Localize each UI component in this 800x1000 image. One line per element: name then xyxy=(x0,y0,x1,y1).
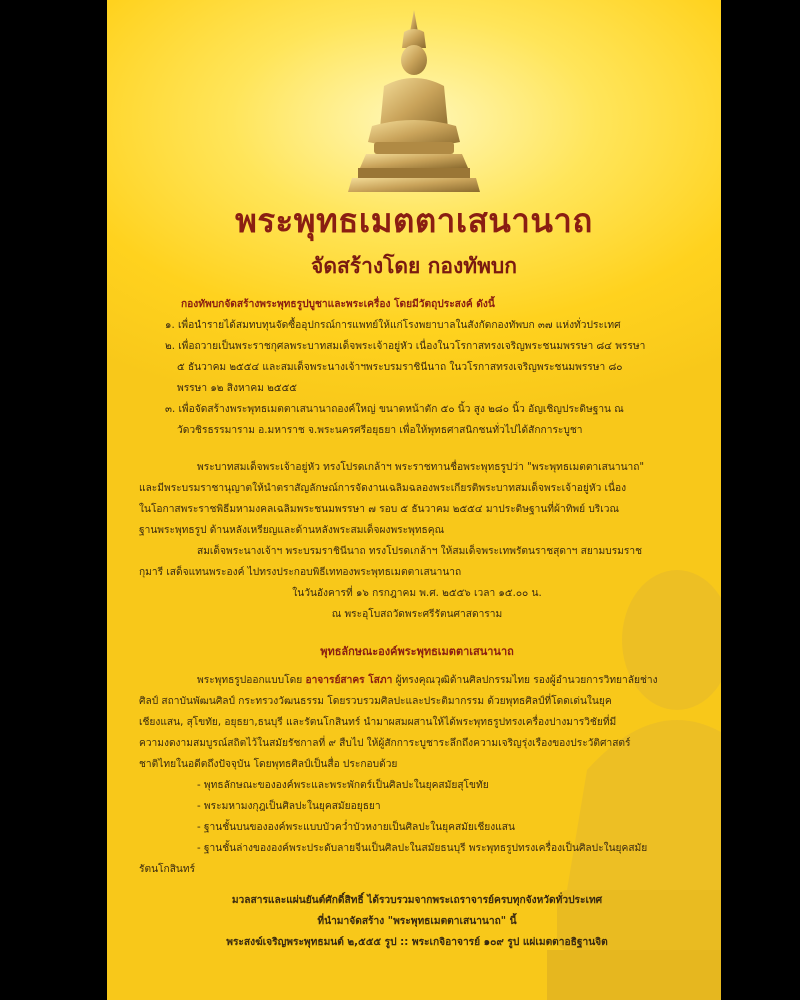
objective-line: ๕ ธันวาคม ๒๕๕๔ และสมเด็จพระนางเจ้าฯพระบรมราชินีนาถ ในวโรกาสทรงเจริญพระชนมพรรษา ๘๐ xyxy=(177,362,623,373)
objective-line: ๓. เพื่อจัดสร้างพระพุทธเมตตาเสนานาถองค์ใหญ่ ขนาดหน้าตัก ๕๐ นิ้ว สูง ๒๘๐ นิ้ว อัญเชิญประดิษฐาน ณ xyxy=(165,404,624,415)
paragraph-line: ในโอกาสพระราชพิธีมหามงคลเฉลิมพระชนมพรรษา ๗ รอบ ๕ ธันวาคม ๒๕๕๔ มาประดิษฐานที่ผ้าทิพย์ บริเวณ xyxy=(139,504,619,515)
page-subtitle: จัดสร้างโดย กองทัพบก xyxy=(311,254,517,278)
feature-item: รัตนโกสินทร์ xyxy=(139,864,196,875)
paragraph-line: ฐานพระพุทธรูป ด้านหลังเหรียญและด้านหลังพระสมเด็จผงพระพุทธคุณ xyxy=(139,525,445,536)
ceremony-venue: ณ พระอุโบสถวัดพระศรีรัตนศาสดาราม xyxy=(331,609,503,620)
feature-item: - พระมหามงกุฎเป็นศิลปะในยุคสมัยอยุธยา xyxy=(197,801,381,812)
closing-line: มวลสารและแผ่นยันต์ศักดิ์สิทธิ์ ได้รวบรวมจากพระเถราจารย์ครบทุกจังหวัดทั่วประเทศ xyxy=(231,895,603,906)
document-body xyxy=(139,294,695,953)
feature-item: - พุทธลักษณะขององค์พระและพระพักตร์เป็นศิลปะในยุคสมัยสุโขทัย xyxy=(197,780,489,791)
objective-line: ๑. เพื่อนำรายได้สมทบทุนจัดซื้ออุปกรณ์การแพทย์ให้แก่โรงพยาบาลในสังกัดกองทัพบก ๓๗ แห่งทั่วประเทศ xyxy=(165,320,621,331)
designer-line: พระพุทธรูปออกแบบโดย อาจารย์สาคร โสภา ผู้ทรงคุณวุฒิด้านศิลปกรรมไทย รองผู้อำนวยการวิทยาลัยช่าง xyxy=(197,675,658,686)
page-title: พระพุทธเมตตาเสนานาถ xyxy=(235,201,593,240)
buddha-statue-icon xyxy=(344,8,484,193)
poster xyxy=(107,0,721,1000)
section-title: พุทธลักษณะองค์พระพุทธเมตตาเสนานาถ xyxy=(320,645,514,658)
paragraph-line: กุมารี เสด็จแทนพระองค์ ไปทรงประกอบพิธีเททองพระพุทธเมตตาเสนานาถ xyxy=(139,567,462,578)
objective-line: วัดวชิรธรรมาราม อ.มหาราช จ.พระนครศรีอยุธยา เพื่อให้พุทธศาสนิกชนทั่วไปได้สักการะบูชา xyxy=(177,425,583,436)
designer-name: อาจารย์สาคร โสภา xyxy=(305,675,393,686)
objective-line: พรรษา ๑๒ สิงหาคม ๒๕๕๕ xyxy=(177,383,297,394)
feature-item: - ฐานชั้นบนขององค์พระแบบบัวคว่ำบัวหงายเป็นศิลปะในยุคสมัยเชียงแสน xyxy=(197,822,515,833)
closing-line: ที่นำมาจัดสร้าง "พระพุทธเมตตาเสนานาถ" นี้ xyxy=(317,916,517,927)
paragraph-line: และมีพระบรมราชานุญาตให้นำตราสัญลักษณ์การจัดงานเฉลิมฉลองพระเกียรติพระบาทสมเด็จพระเจ้าอยู่หัว เนื่อง xyxy=(139,483,627,494)
ceremony-date: ในวันอังคารที่ ๑๖ กรกฎาคม พ.ศ. ๒๕๕๖ เวลา ๑๕.๐๐ น. xyxy=(292,588,542,599)
paragraph-line: ศิลป์ สถาบันพัฒนศิลป์ กระทรวงวัฒนธรรม โดยรวบรวมศิลปะและประติมากรรม ด้วยพุทธศิลป์ที่โดดเด่นในยุค xyxy=(139,696,612,707)
paragraph-line: ชาติไทยในอดีตถึงปัจจุบัน โดยพุทธศิลป์เป็นสื่อ ประกอบด้วย xyxy=(139,759,398,770)
paragraph-line: สมเด็จพระนางเจ้าฯ พระบรมราชินีนาถ ทรงโปรดเกล้าฯ ให้สมเด็จพระเทพรัตนราชสุดาฯ สยามบรมราช xyxy=(197,546,643,557)
paragraph-line: พระบาทสมเด็จพระเจ้าอยู่หัว ทรงโปรดเกล้าฯ พระราชทานชื่อพระพุทธรูปว่า "พระพุทธเมตตาเสนานาถ" xyxy=(197,462,645,473)
paragraph-line: เชียงแสน, สุโขทัย, อยุธยา,ธนบุรี และรัตนโกสินทร์ นำมาผสมผสานให้ได้พระพุทธรูปทรงเครื่องปางมารวิชัยที่มี xyxy=(139,717,617,728)
closing-line: พระสงฆ์เจริญพระพุทธมนต์ ๒,๕๕๕ รูป :: พระเกจิอาจารย์ ๑๐๙ รูป แผ่เมตตาอธิฐานจิต xyxy=(226,937,608,948)
feature-item: - ฐานชั้นล่างขององค์พระประดับลายจีนเป็นศิลปะในสมัยธนบุรี พระพุทธรูปทรงเครื่องเป็นศิลปะในยุคสมัย xyxy=(197,843,648,854)
objectives-heading: กองทัพบกจัดสร้างพระพุทธรูปบูชาและพระเครื่อง โดยมีวัตถุประสงค์ ดังนี้ xyxy=(181,299,495,310)
paragraph-line: ความงดงามสมบูรณ์สถิตไว้ในสมัยรัชกาลที่ ๙ สืบไป ให้ผู้สักการะบูชาระลึกถึงความเจริญรุ่งเรืองของประวัติศาสตร์ xyxy=(139,738,631,749)
objective-line: ๒. เพื่อถวายเป็นพระราชกุศลพระบาทสมเด็จพระเจ้าอยู่หัว เนื่องในวโรกาสทรงเจริญพระชนมพรรษา ๘๔ พรรษา xyxy=(165,341,646,352)
